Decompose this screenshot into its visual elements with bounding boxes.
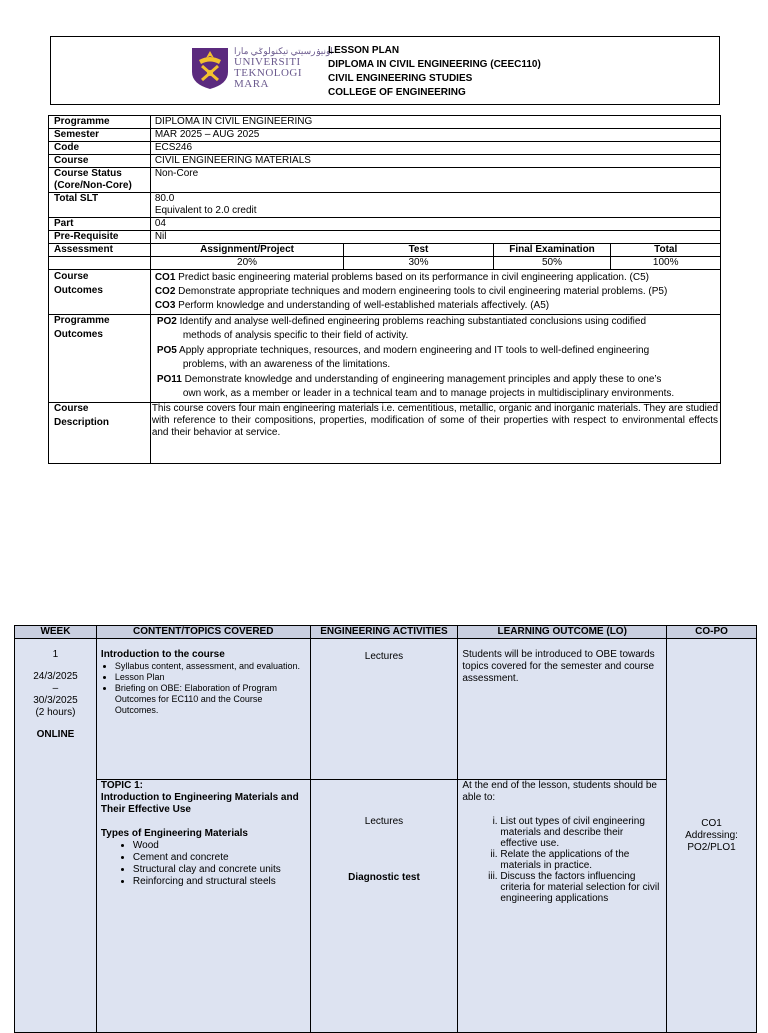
programme-outcomes-list <box>150 315 720 403</box>
course-status-label-line2: (Core/Non-Core) <box>54 180 132 191</box>
table-row <box>49 155 721 168</box>
co-po-addressing: Addressing: <box>685 829 738 841</box>
course-label: Course <box>49 155 151 168</box>
co-code: CO1 <box>701 817 722 829</box>
university-name-line3: MARA <box>234 78 270 90</box>
intro-content-cell <box>96 639 310 780</box>
programme-outcomes-label-line1: Programme <box>54 315 110 326</box>
assessment-value: 20% <box>150 257 344 270</box>
co-code: CO1 <box>154 272 176 283</box>
part-value: 04 <box>150 218 720 231</box>
topic1-subtitle: Types of Engineering Materials <box>100 828 248 839</box>
table-row <box>49 244 721 257</box>
weekly-schedule-table <box>14 625 757 1033</box>
po-text: Identify and analyse well-defined engineering problems reaching substantiated conclusions using codified <box>176 316 647 327</box>
assessment-header: Final Examination <box>493 244 611 257</box>
week-mode: ONLINE <box>36 729 75 740</box>
programme-label: Programme <box>49 116 151 129</box>
prerequisite-value: Nil <box>150 231 720 244</box>
uitm-logo-icon <box>190 46 230 90</box>
table-row <box>49 403 721 464</box>
table-row <box>49 142 721 155</box>
empty-cell <box>49 257 151 270</box>
programme-outcome-item <box>157 373 716 401</box>
table-row <box>49 257 721 270</box>
code-label: Code <box>49 142 151 155</box>
po-text-continued: problems, with an awareness of the limitations. <box>182 359 391 370</box>
topic1-title: Introduction to Engineering Materials and Their Effective Use <box>100 792 299 815</box>
course-outcomes-label <box>49 270 151 315</box>
table-row <box>49 231 721 244</box>
programme-outcomes-label <box>49 315 151 403</box>
list-item: • Syllabus content, assessment, and evaluation. <box>115 661 306 672</box>
table-row <box>49 168 721 193</box>
list-item: • Lesson Plan <box>115 672 306 683</box>
university-name <box>234 46 333 90</box>
document-title-block <box>328 44 541 100</box>
topic1-list <box>101 840 306 888</box>
course-outcomes-list <box>150 270 720 315</box>
programme-outcome-item <box>157 344 716 372</box>
topic1-content-cell <box>96 780 310 1033</box>
course-outcomes-label-line2: Outcomes <box>54 285 103 296</box>
course-info-table <box>48 115 721 464</box>
po-code: PO11 <box>156 374 182 385</box>
intro-outcome-cell: Students will be introduced to OBE towards topics covered for the semester and course assessment. <box>458 639 667 780</box>
intro-title: Introduction to the course <box>100 649 225 660</box>
assessment-label: Assessment <box>49 244 151 257</box>
week-date-dash: – <box>52 683 59 694</box>
topic1-activity-diagnostic: Diagnostic test <box>348 872 420 883</box>
table-row <box>49 270 721 315</box>
university-name-line2: TEKNOLOGI <box>234 67 303 79</box>
part-label: Part <box>49 218 151 231</box>
list-item: • Reinforcing and structural steels <box>133 876 306 888</box>
course-status-value: Non-Core <box>150 168 720 193</box>
list-item: • Cement and concrete <box>133 852 306 864</box>
intro-activity-cell: Lectures <box>310 639 458 780</box>
po-code: PO2 <box>156 316 177 327</box>
column-header: ENGINEERING ACTIVITIES <box>310 626 458 639</box>
topic1-activity-cell <box>310 780 458 1033</box>
co-text: Predict basic engineering material problems based on its performance in civil engineering application. (C5) <box>175 272 649 283</box>
course-status-label-line1: Course Status <box>54 168 122 179</box>
programme-outcomes-label-line2: Outcomes <box>54 329 103 340</box>
assessment-header: Total <box>611 244 721 257</box>
title-line: DIPLOMA IN CIVIL ENGINEERING (CEEC110) <box>328 59 541 70</box>
course-description-label-line1: Course <box>54 403 89 414</box>
university-name-line1: UNIVERSITI <box>234 56 301 68</box>
list-item: iii. Discuss the factors influencing criteria for material selection for civil engineering applications <box>500 871 662 904</box>
po-text: Apply appropriate techniques, resources, and modern engineering and IT tools to well-defined engineering <box>176 345 650 356</box>
code-value: ECS246 <box>150 142 720 155</box>
po-text-continued: methods of analysis specific to their field of activity. <box>182 330 409 341</box>
week-end-date: 30/3/2025 <box>33 695 78 706</box>
list-item: • Briefing on OBE: Elaboration of Program Outcomes for EC110 and the Course Outcomes. <box>115 683 306 716</box>
topic1-outcome-intro: At the end of the lesson, students should be able to: <box>462 780 657 803</box>
course-description-label-line2: Description <box>54 417 110 428</box>
prerequisite-label: Pre-Requisite <box>49 231 151 244</box>
column-header: CONTENT/TOPICS COVERED <box>96 626 310 639</box>
programme-value: DIPLOMA IN CIVIL ENGINEERING <box>150 116 720 129</box>
assessment-value: 50% <box>493 257 611 270</box>
semester-value: MAR 2025 – AUG 2025 <box>150 129 720 142</box>
column-header: LEARNING OUTCOME (LO) <box>458 626 667 639</box>
course-outcomes-label-line1: Course <box>54 271 89 282</box>
table-row <box>49 193 721 218</box>
week-hours: (2 hours) <box>35 707 76 718</box>
assessment-value: 100% <box>611 257 721 270</box>
co-code: CO3 <box>154 300 176 311</box>
course-description-label <box>49 403 151 464</box>
course-status-label <box>49 168 151 193</box>
co-text: Demonstrate appropriate techniques and modern engineering tools to civil engineering material problems. (P5) <box>175 286 668 297</box>
course-description-text: This course covers four main engineering materials i.e. cementitious, metallic, organic and inorganic materials. They are studied with reference to their compositions, properties, modification of some of their properties with respect to environmental effects and their behavior at service. <box>150 403 720 464</box>
list-item: i. List out types of civil engineering materials and describe their effective use. <box>500 816 662 849</box>
week-start-date: 24/3/2025 <box>33 671 78 682</box>
list-item: • Structural clay and concrete units <box>133 864 306 876</box>
table-header-row <box>15 626 757 639</box>
topic1-activity-lectures: Lectures <box>364 816 404 827</box>
po-text-continued: own work, as a member or leader in a technical team and to manage projects in multidisciplinary environments. <box>182 388 675 399</box>
column-header: WEEK <box>15 626 97 639</box>
intro-list <box>101 661 306 716</box>
po-text: Demonstrate knowledge and understanding of engineering management principles and apply these to one’s <box>181 374 662 385</box>
programme-outcome-item <box>157 315 716 343</box>
column-header: CO-PO <box>667 626 757 639</box>
table-row <box>49 129 721 142</box>
slt-hours: 80.0 <box>154 193 175 204</box>
course-outcome-item <box>155 299 716 313</box>
topic1-outcome-cell <box>458 780 667 1033</box>
total-slt-value <box>150 193 720 218</box>
assessment-header: Test <box>344 244 493 257</box>
po-code: PO2/PLO1 <box>687 841 736 853</box>
list-item: ii. Relate the applications of the materials in practice. <box>500 849 662 871</box>
title-line: LESSON PLAN <box>328 45 400 56</box>
po-code: PO5 <box>156 345 177 356</box>
course-outcome-item <box>155 271 716 285</box>
title-line: CIVIL ENGINEERING STUDIES <box>328 73 473 84</box>
slt-credit: Equivalent to 2.0 credit <box>154 205 257 216</box>
topic1-outcome-list <box>462 816 662 904</box>
week-number: 1 <box>52 649 59 660</box>
semester-label: Semester <box>49 129 151 142</box>
assessment-header: Assignment/Project <box>150 244 344 257</box>
course-value: CIVIL ENGINEERING MATERIALS <box>150 155 720 168</box>
co-po-cell <box>667 639 757 1033</box>
table-row <box>15 639 757 780</box>
list-item: • Wood <box>133 840 306 852</box>
total-slt-label: Total SLT <box>49 193 151 218</box>
table-row <box>15 780 757 1033</box>
table-row <box>49 218 721 231</box>
course-outcome-item <box>155 285 716 299</box>
topic1-label: TOPIC 1: <box>100 780 143 791</box>
table-row <box>49 116 721 129</box>
week-cell <box>15 639 97 1033</box>
table-row <box>49 315 721 403</box>
title-line: COLLEGE OF ENGINEERING <box>328 87 466 98</box>
co-code: CO2 <box>154 286 176 297</box>
assessment-value: 30% <box>344 257 493 270</box>
university-name-jawi: اونيۏرسيتي تيكنولوݢي مارا <box>234 46 333 56</box>
co-text: Perform knowledge and understanding of well-established materials affectively. (A5) <box>175 300 550 311</box>
